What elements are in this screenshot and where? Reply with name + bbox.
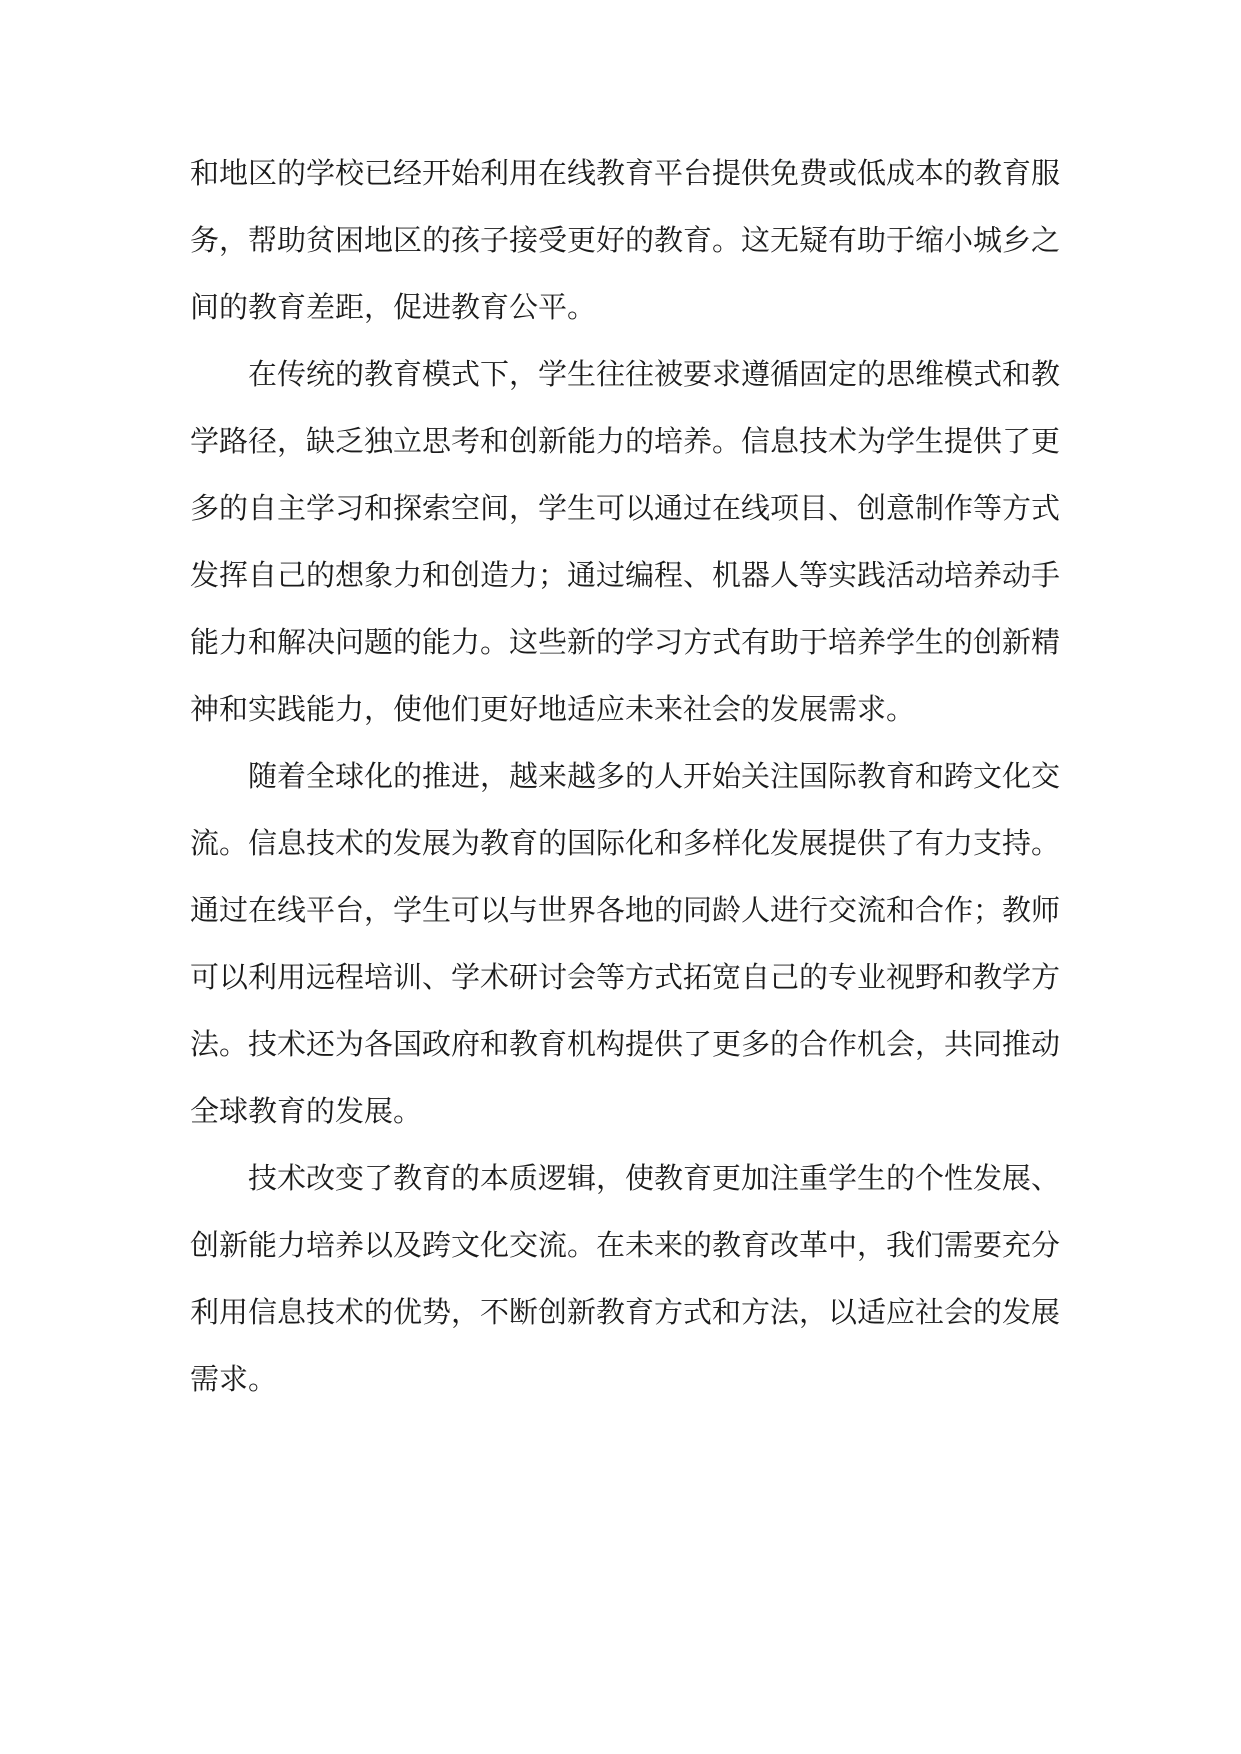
paragraph-globalization: 随着全球化的推进，越来越多的人开始关注国际教育和跨文化交流。信息技术的发展为教育的国际化和多样化发展提供了有力支持。通过在线平台，学生可以与世界各地的同龄人进行交流和合作；教师可以利用远程培训、学术研讨会等方式拓宽自己的专业视野和教学方法。技术还为各国政府和教育机构提供了更多的合作机会，共同推动全球教育的发展。 [190, 759, 1061, 1128]
paragraph-continued: 和地区的学校已经开始利用在线教育平台提供免费或低成本的教育服务，帮助贫困地区的孩子接受更好的教育。这无疑有助于缩小城乡之间的教育差距，促进教育公平。 [190, 156, 1061, 324]
paragraph-conclusion: 技术改变了教育的本质逻辑，使教育更加注重学生的个性发展、创新能力培养以及跨文化交流。在未来的教育改革中，我们需要充分利用信息技术的优势，不断创新教育方式和方法，以适应社会的发展需求。 [190, 1161, 1061, 1396]
body-text [190, 140, 1060, 1413]
paragraph-traditional-education: 在传统的教育模式下，学生往往被要求遵循固定的思维模式和教学路径，缺乏独立思考和创新能力的培养。信息技术为学生提供了更多的自主学习和探索空间，学生可以通过在线项目、创意制作等方式发挥自己的想象力和创造力；通过编程、机器人等实践活动培养动手能力和解决问题的能力。这些新的学习方式有助于培养学生的创新精神和实践能力，使他们更好地适应未来社会的发展需求。 [190, 357, 1061, 726]
